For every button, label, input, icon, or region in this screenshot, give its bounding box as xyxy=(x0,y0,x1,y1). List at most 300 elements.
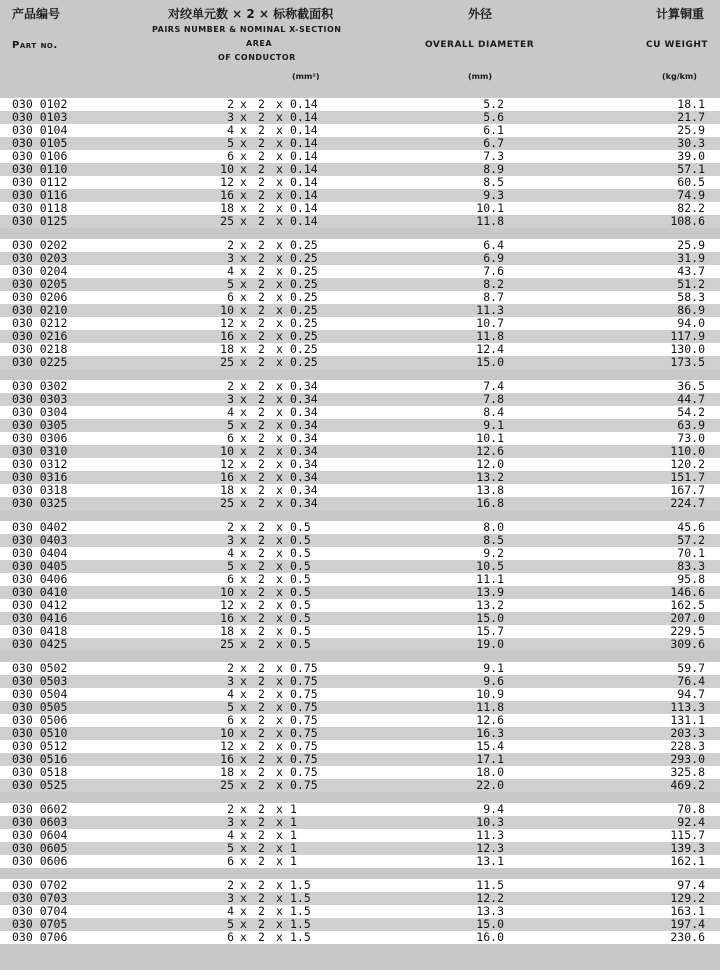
times-symbol: x xyxy=(276,431,283,445)
pair-factor: 2 xyxy=(258,878,265,892)
times-symbol: x xyxy=(276,726,283,740)
pairs-count: 16 xyxy=(220,470,234,484)
overall-diameter: 22.0 xyxy=(476,778,504,792)
times-symbol: x xyxy=(240,841,247,855)
table-row xyxy=(0,547,720,560)
cross-section-area: 1.5 xyxy=(290,930,311,944)
pair-factor: 2 xyxy=(258,264,265,278)
part-number: 030 0506 xyxy=(12,713,68,727)
part-number: 030 0318 xyxy=(12,483,68,497)
overall-diameter: 10.7 xyxy=(476,316,504,330)
part-number: 030 0418 xyxy=(12,624,68,638)
cross-section-area: 0.5 xyxy=(290,637,311,651)
copper-weight: 94.7 xyxy=(677,687,705,701)
cross-section-area: 0.34 xyxy=(290,444,318,458)
pairs-count: 3 xyxy=(227,251,234,265)
pairs-count: 6 xyxy=(227,290,234,304)
cross-section-area: 0.75 xyxy=(290,713,318,727)
times-symbol: x xyxy=(240,329,247,343)
cu-heading-zh: 计算铜重 xyxy=(656,7,705,21)
overall-diameter: 11.1 xyxy=(476,572,504,586)
cross-section-area: 0.5 xyxy=(290,533,311,547)
cross-section-area: 0.25 xyxy=(290,316,318,330)
part-number: 030 0125 xyxy=(12,214,68,228)
overall-diameter: 6.9 xyxy=(483,251,504,265)
spec-heading-en-line3: OF CONDUCTOR xyxy=(218,53,296,62)
times-symbol: x xyxy=(240,624,247,638)
overall-diameter: 11.3 xyxy=(476,303,504,317)
times-symbol: x xyxy=(240,277,247,291)
table-row xyxy=(0,612,720,625)
group-separator xyxy=(0,510,720,521)
copper-weight: 115.7 xyxy=(670,828,705,842)
copper-weight: 74.9 xyxy=(677,188,705,202)
times-symbol: x xyxy=(240,175,247,189)
part-number: 030 0512 xyxy=(12,739,68,753)
times-symbol: x xyxy=(276,778,283,792)
overall-diameter: 18.0 xyxy=(476,765,504,779)
overall-diameter: 9.3 xyxy=(483,188,504,202)
pair-factor: 2 xyxy=(258,687,265,701)
copper-weight: 58.3 xyxy=(677,290,705,304)
pair-factor: 2 xyxy=(258,598,265,612)
copper-weight: 228.3 xyxy=(670,739,705,753)
cross-section-area: 0.25 xyxy=(290,238,318,252)
pair-factor: 2 xyxy=(258,162,265,176)
table-row xyxy=(0,445,720,458)
times-symbol: x xyxy=(240,765,247,779)
pair-factor: 2 xyxy=(258,752,265,766)
times-symbol: x xyxy=(240,431,247,445)
part-number: 030 0325 xyxy=(12,496,68,510)
cross-section-area: 0.75 xyxy=(290,752,318,766)
times-symbol: x xyxy=(240,392,247,406)
pair-factor: 2 xyxy=(258,802,265,816)
pairs-count: 10 xyxy=(220,585,234,599)
table-row xyxy=(0,419,720,432)
part-number: 030 0210 xyxy=(12,303,68,317)
pair-factor: 2 xyxy=(258,841,265,855)
copper-weight: 108.6 xyxy=(670,214,705,228)
times-symbol: x xyxy=(240,496,247,510)
copper-weight: 229.5 xyxy=(670,624,705,638)
overall-diameter: 7.8 xyxy=(483,392,504,406)
times-symbol: x xyxy=(276,277,283,291)
copper-weight: 44.7 xyxy=(677,392,705,406)
pairs-count: 3 xyxy=(227,110,234,124)
pair-factor: 2 xyxy=(258,661,265,675)
table-row xyxy=(0,291,720,304)
overall-diameter: 7.3 xyxy=(483,149,504,163)
overall-diameter: 12.0 xyxy=(476,457,504,471)
table-row xyxy=(0,560,720,573)
cross-section-area: 1.5 xyxy=(290,917,311,931)
pairs-count: 12 xyxy=(220,175,234,189)
part-number: 030 0203 xyxy=(12,251,68,265)
spec-heading-zh: 对绞单元数 × 2 × 标称截面积 xyxy=(168,7,334,21)
times-symbol: x xyxy=(276,214,283,228)
times-symbol: x xyxy=(240,559,247,573)
cross-section-area: 0.14 xyxy=(290,123,318,137)
times-symbol: x xyxy=(276,904,283,918)
part-number: 030 0525 xyxy=(12,778,68,792)
times-symbol: x xyxy=(240,316,247,330)
times-symbol: x xyxy=(276,149,283,163)
od-heading-zh: 外径 xyxy=(468,7,493,21)
times-symbol: x xyxy=(240,726,247,740)
pairs-count: 2 xyxy=(227,661,234,675)
times-symbol: x xyxy=(276,559,283,573)
pair-factor: 2 xyxy=(258,483,265,497)
pairs-count: 4 xyxy=(227,405,234,419)
pair-factor: 2 xyxy=(258,329,265,343)
copper-weight: 57.1 xyxy=(677,162,705,176)
overall-diameter: 8.9 xyxy=(483,162,504,176)
part-number: 030 0706 xyxy=(12,930,68,944)
pairs-count: 6 xyxy=(227,930,234,944)
table-row xyxy=(0,317,720,330)
table-row xyxy=(0,829,720,842)
overall-diameter: 11.5 xyxy=(476,878,504,892)
times-symbol: x xyxy=(240,572,247,586)
overall-diameter: 11.8 xyxy=(476,214,504,228)
table-row xyxy=(0,879,720,892)
cross-section-area: 0.75 xyxy=(290,674,318,688)
pair-factor: 2 xyxy=(258,392,265,406)
table-row xyxy=(0,304,720,317)
copper-weight: 139.3 xyxy=(670,841,705,855)
table-row xyxy=(0,803,720,816)
part-number: 030 0118 xyxy=(12,201,68,215)
times-symbol: x xyxy=(276,520,283,534)
part-number: 030 0212 xyxy=(12,316,68,330)
table-row xyxy=(0,816,720,829)
copper-weight: 131.1 xyxy=(670,713,705,727)
part-number: 030 0605 xyxy=(12,841,68,855)
overall-diameter: 11.8 xyxy=(476,329,504,343)
cross-section-area: 0.25 xyxy=(290,277,318,291)
copper-weight: 293.0 xyxy=(670,752,705,766)
pair-factor: 2 xyxy=(258,611,265,625)
pair-factor: 2 xyxy=(258,444,265,458)
copper-weight: 63.9 xyxy=(677,418,705,432)
part-number: 030 0303 xyxy=(12,392,68,406)
times-symbol: x xyxy=(276,123,283,137)
pairs-count: 6 xyxy=(227,431,234,445)
part-number: 030 0310 xyxy=(12,444,68,458)
pair-factor: 2 xyxy=(258,290,265,304)
copper-weight: 25.9 xyxy=(677,123,705,137)
pair-factor: 2 xyxy=(258,713,265,727)
part-number: 030 0205 xyxy=(12,277,68,291)
times-symbol: x xyxy=(276,661,283,675)
copper-weight: 39.0 xyxy=(677,149,705,163)
copper-weight: 83.3 xyxy=(677,559,705,573)
table-row xyxy=(0,432,720,445)
cross-section-area: 1 xyxy=(290,828,297,842)
copper-weight: 469.2 xyxy=(670,778,705,792)
cross-section-area: 0.14 xyxy=(290,175,318,189)
table-row xyxy=(0,855,720,868)
times-symbol: x xyxy=(276,470,283,484)
pair-factor: 2 xyxy=(258,546,265,560)
times-symbol: x xyxy=(276,392,283,406)
part-number: 030 0412 xyxy=(12,598,68,612)
pairs-count: 3 xyxy=(227,674,234,688)
cross-section-area: 0.75 xyxy=(290,726,318,740)
cross-section-area: 0.5 xyxy=(290,624,311,638)
overall-diameter: 16.3 xyxy=(476,726,504,740)
cross-section-area: 1 xyxy=(290,841,297,855)
pair-factor: 2 xyxy=(258,97,265,111)
times-symbol: x xyxy=(240,802,247,816)
pair-factor: 2 xyxy=(258,904,265,918)
copper-weight: 21.7 xyxy=(677,110,705,124)
times-symbol: x xyxy=(276,379,283,393)
cross-section-area: 0.5 xyxy=(290,585,311,599)
table-row xyxy=(0,380,720,393)
pairs-count: 18 xyxy=(220,483,234,497)
times-symbol: x xyxy=(240,533,247,547)
times-symbol: x xyxy=(276,355,283,369)
group-separator xyxy=(0,868,720,879)
overall-diameter: 8.5 xyxy=(483,175,504,189)
times-symbol: x xyxy=(276,546,283,560)
cross-section-area: 0.34 xyxy=(290,379,318,393)
part-number: 030 0116 xyxy=(12,188,68,202)
part-number: 030 0110 xyxy=(12,162,68,176)
part-number: 030 0225 xyxy=(12,355,68,369)
times-symbol: x xyxy=(240,162,247,176)
table-row xyxy=(0,393,720,406)
pairs-count: 25 xyxy=(220,355,234,369)
copper-weight: 120.2 xyxy=(670,457,705,471)
pairs-count: 4 xyxy=(227,687,234,701)
pair-factor: 2 xyxy=(258,188,265,202)
times-symbol: x xyxy=(276,802,283,816)
overall-diameter: 15.0 xyxy=(476,917,504,931)
part-number: 030 0410 xyxy=(12,585,68,599)
table-row xyxy=(0,905,720,918)
table-row xyxy=(0,189,720,202)
cross-section-area: 0.75 xyxy=(290,778,318,792)
overall-diameter: 8.0 xyxy=(483,520,504,534)
cross-section-area: 0.5 xyxy=(290,611,311,625)
cross-section-area: 1.5 xyxy=(290,878,311,892)
times-symbol: x xyxy=(240,290,247,304)
copper-weight: 59.7 xyxy=(677,661,705,675)
spec-unit: (mm²) xyxy=(292,72,320,81)
table-row xyxy=(0,265,720,278)
times-symbol: x xyxy=(240,815,247,829)
copper-weight: 130.0 xyxy=(670,342,705,356)
cu-unit: (kg/km) xyxy=(662,72,697,81)
times-symbol: x xyxy=(240,342,247,356)
times-symbol: x xyxy=(276,188,283,202)
part-number: 030 0603 xyxy=(12,815,68,829)
times-symbol: x xyxy=(276,687,283,701)
times-symbol: x xyxy=(240,470,247,484)
pair-factor: 2 xyxy=(258,674,265,688)
table-row xyxy=(0,727,720,740)
times-symbol: x xyxy=(276,444,283,458)
pairs-count: 5 xyxy=(227,700,234,714)
overall-diameter: 7.6 xyxy=(483,264,504,278)
overall-diameter: 19.0 xyxy=(476,637,504,651)
part-number: 030 0306 xyxy=(12,431,68,445)
pairs-count: 6 xyxy=(227,854,234,868)
times-symbol: x xyxy=(276,342,283,356)
cross-section-area: 0.75 xyxy=(290,661,318,675)
overall-diameter: 15.0 xyxy=(476,355,504,369)
pairs-count: 5 xyxy=(227,418,234,432)
times-symbol: x xyxy=(240,149,247,163)
cross-section-area: 0.5 xyxy=(290,546,311,560)
copper-weight: 60.5 xyxy=(677,175,705,189)
overall-diameter: 8.5 xyxy=(483,533,504,547)
overall-diameter: 9.4 xyxy=(483,802,504,816)
cross-section-area: 0.25 xyxy=(290,264,318,278)
table-row xyxy=(0,586,720,599)
part-number: 030 0703 xyxy=(12,891,68,905)
times-symbol: x xyxy=(240,917,247,931)
times-symbol: x xyxy=(276,637,283,651)
times-symbol: x xyxy=(276,891,283,905)
cross-section-area: 0.34 xyxy=(290,483,318,497)
cross-section-area: 0.25 xyxy=(290,342,318,356)
cross-section-area: 0.14 xyxy=(290,188,318,202)
table-row xyxy=(0,458,720,471)
overall-diameter: 13.9 xyxy=(476,585,504,599)
times-symbol: x xyxy=(240,110,247,124)
times-symbol: x xyxy=(240,405,247,419)
cross-section-area: 0.25 xyxy=(290,329,318,343)
od-unit: (mm) xyxy=(468,72,492,81)
times-symbol: x xyxy=(240,637,247,651)
times-symbol: x xyxy=(276,483,283,497)
part-number: 030 0702 xyxy=(12,878,68,892)
pairs-count: 18 xyxy=(220,765,234,779)
cross-section-area: 1 xyxy=(290,854,297,868)
table-row xyxy=(0,202,720,215)
pairs-count: 6 xyxy=(227,572,234,586)
pair-factor: 2 xyxy=(258,251,265,265)
copper-weight: 97.4 xyxy=(677,878,705,892)
times-symbol: x xyxy=(276,815,283,829)
table-header xyxy=(0,0,720,87)
group-separator xyxy=(0,792,720,803)
times-symbol: x xyxy=(276,251,283,265)
copper-weight: 113.3 xyxy=(670,700,705,714)
overall-diameter: 5.6 xyxy=(483,110,504,124)
overall-diameter: 15.0 xyxy=(476,611,504,625)
table-row xyxy=(0,625,720,638)
spec-heading-en-line1: PAIRS NUMBER & NOMINAL X-SECTION xyxy=(152,25,342,34)
cross-section-area: 0.14 xyxy=(290,162,318,176)
times-symbol: x xyxy=(276,175,283,189)
part-number: 030 0102 xyxy=(12,97,68,111)
pairs-count: 4 xyxy=(227,904,234,918)
overall-diameter: 10.1 xyxy=(476,431,504,445)
pair-factor: 2 xyxy=(258,175,265,189)
overall-diameter: 16.0 xyxy=(476,930,504,944)
times-symbol: x xyxy=(240,457,247,471)
copper-weight: 86.9 xyxy=(677,303,705,317)
part-number: 030 0305 xyxy=(12,418,68,432)
copper-weight: 163.1 xyxy=(670,904,705,918)
overall-diameter: 13.8 xyxy=(476,483,504,497)
table-row xyxy=(0,176,720,189)
times-symbol: x xyxy=(240,752,247,766)
copper-weight: 25.9 xyxy=(677,238,705,252)
copper-weight: 162.1 xyxy=(670,854,705,868)
pair-factor: 2 xyxy=(258,123,265,137)
times-symbol: x xyxy=(276,624,283,638)
table-row xyxy=(0,740,720,753)
times-symbol: x xyxy=(276,674,283,688)
pair-factor: 2 xyxy=(258,418,265,432)
cross-section-area: 0.25 xyxy=(290,303,318,317)
pair-factor: 2 xyxy=(258,110,265,124)
pairs-count: 6 xyxy=(227,713,234,727)
pair-factor: 2 xyxy=(258,930,265,944)
times-symbol: x xyxy=(240,700,247,714)
copper-weight: 151.7 xyxy=(670,470,705,484)
pair-factor: 2 xyxy=(258,431,265,445)
overall-diameter: 8.4 xyxy=(483,405,504,419)
pair-factor: 2 xyxy=(258,637,265,651)
part-number: 030 0705 xyxy=(12,917,68,931)
pair-factor: 2 xyxy=(258,238,265,252)
cu-heading-en: CU WEIGHT xyxy=(646,40,709,50)
copper-weight: 36.5 xyxy=(677,379,705,393)
overall-diameter: 10.9 xyxy=(476,687,504,701)
times-symbol: x xyxy=(276,201,283,215)
overall-diameter: 16.8 xyxy=(476,496,504,510)
cross-section-area: 1.5 xyxy=(290,891,311,905)
table-row xyxy=(0,252,720,265)
copper-weight: 92.4 xyxy=(677,815,705,829)
times-symbol: x xyxy=(276,713,283,727)
cross-section-area: 0.14 xyxy=(290,136,318,150)
overall-diameter: 13.2 xyxy=(476,470,504,484)
times-symbol: x xyxy=(240,891,247,905)
part-number: 030 0416 xyxy=(12,611,68,625)
part-number: 030 0403 xyxy=(12,533,68,547)
table-row xyxy=(0,779,720,792)
part-number: 030 0105 xyxy=(12,136,68,150)
times-symbol: x xyxy=(276,739,283,753)
times-symbol: x xyxy=(240,188,247,202)
times-symbol: x xyxy=(276,97,283,111)
pairs-count: 5 xyxy=(227,917,234,931)
part-number: 030 0202 xyxy=(12,238,68,252)
table-row xyxy=(0,534,720,547)
table-row xyxy=(0,215,720,228)
copper-weight: 31.9 xyxy=(677,251,705,265)
part-number: 030 0104 xyxy=(12,123,68,137)
table-row xyxy=(0,573,720,586)
pair-factor: 2 xyxy=(258,778,265,792)
table-footer-band xyxy=(0,944,720,970)
pairs-count: 10 xyxy=(220,162,234,176)
cross-section-area: 0.34 xyxy=(290,418,318,432)
table-row xyxy=(0,918,720,931)
pairs-count: 25 xyxy=(220,496,234,510)
copper-weight: 18.1 xyxy=(677,97,705,111)
table-row xyxy=(0,599,720,612)
overall-diameter: 5.2 xyxy=(483,97,504,111)
